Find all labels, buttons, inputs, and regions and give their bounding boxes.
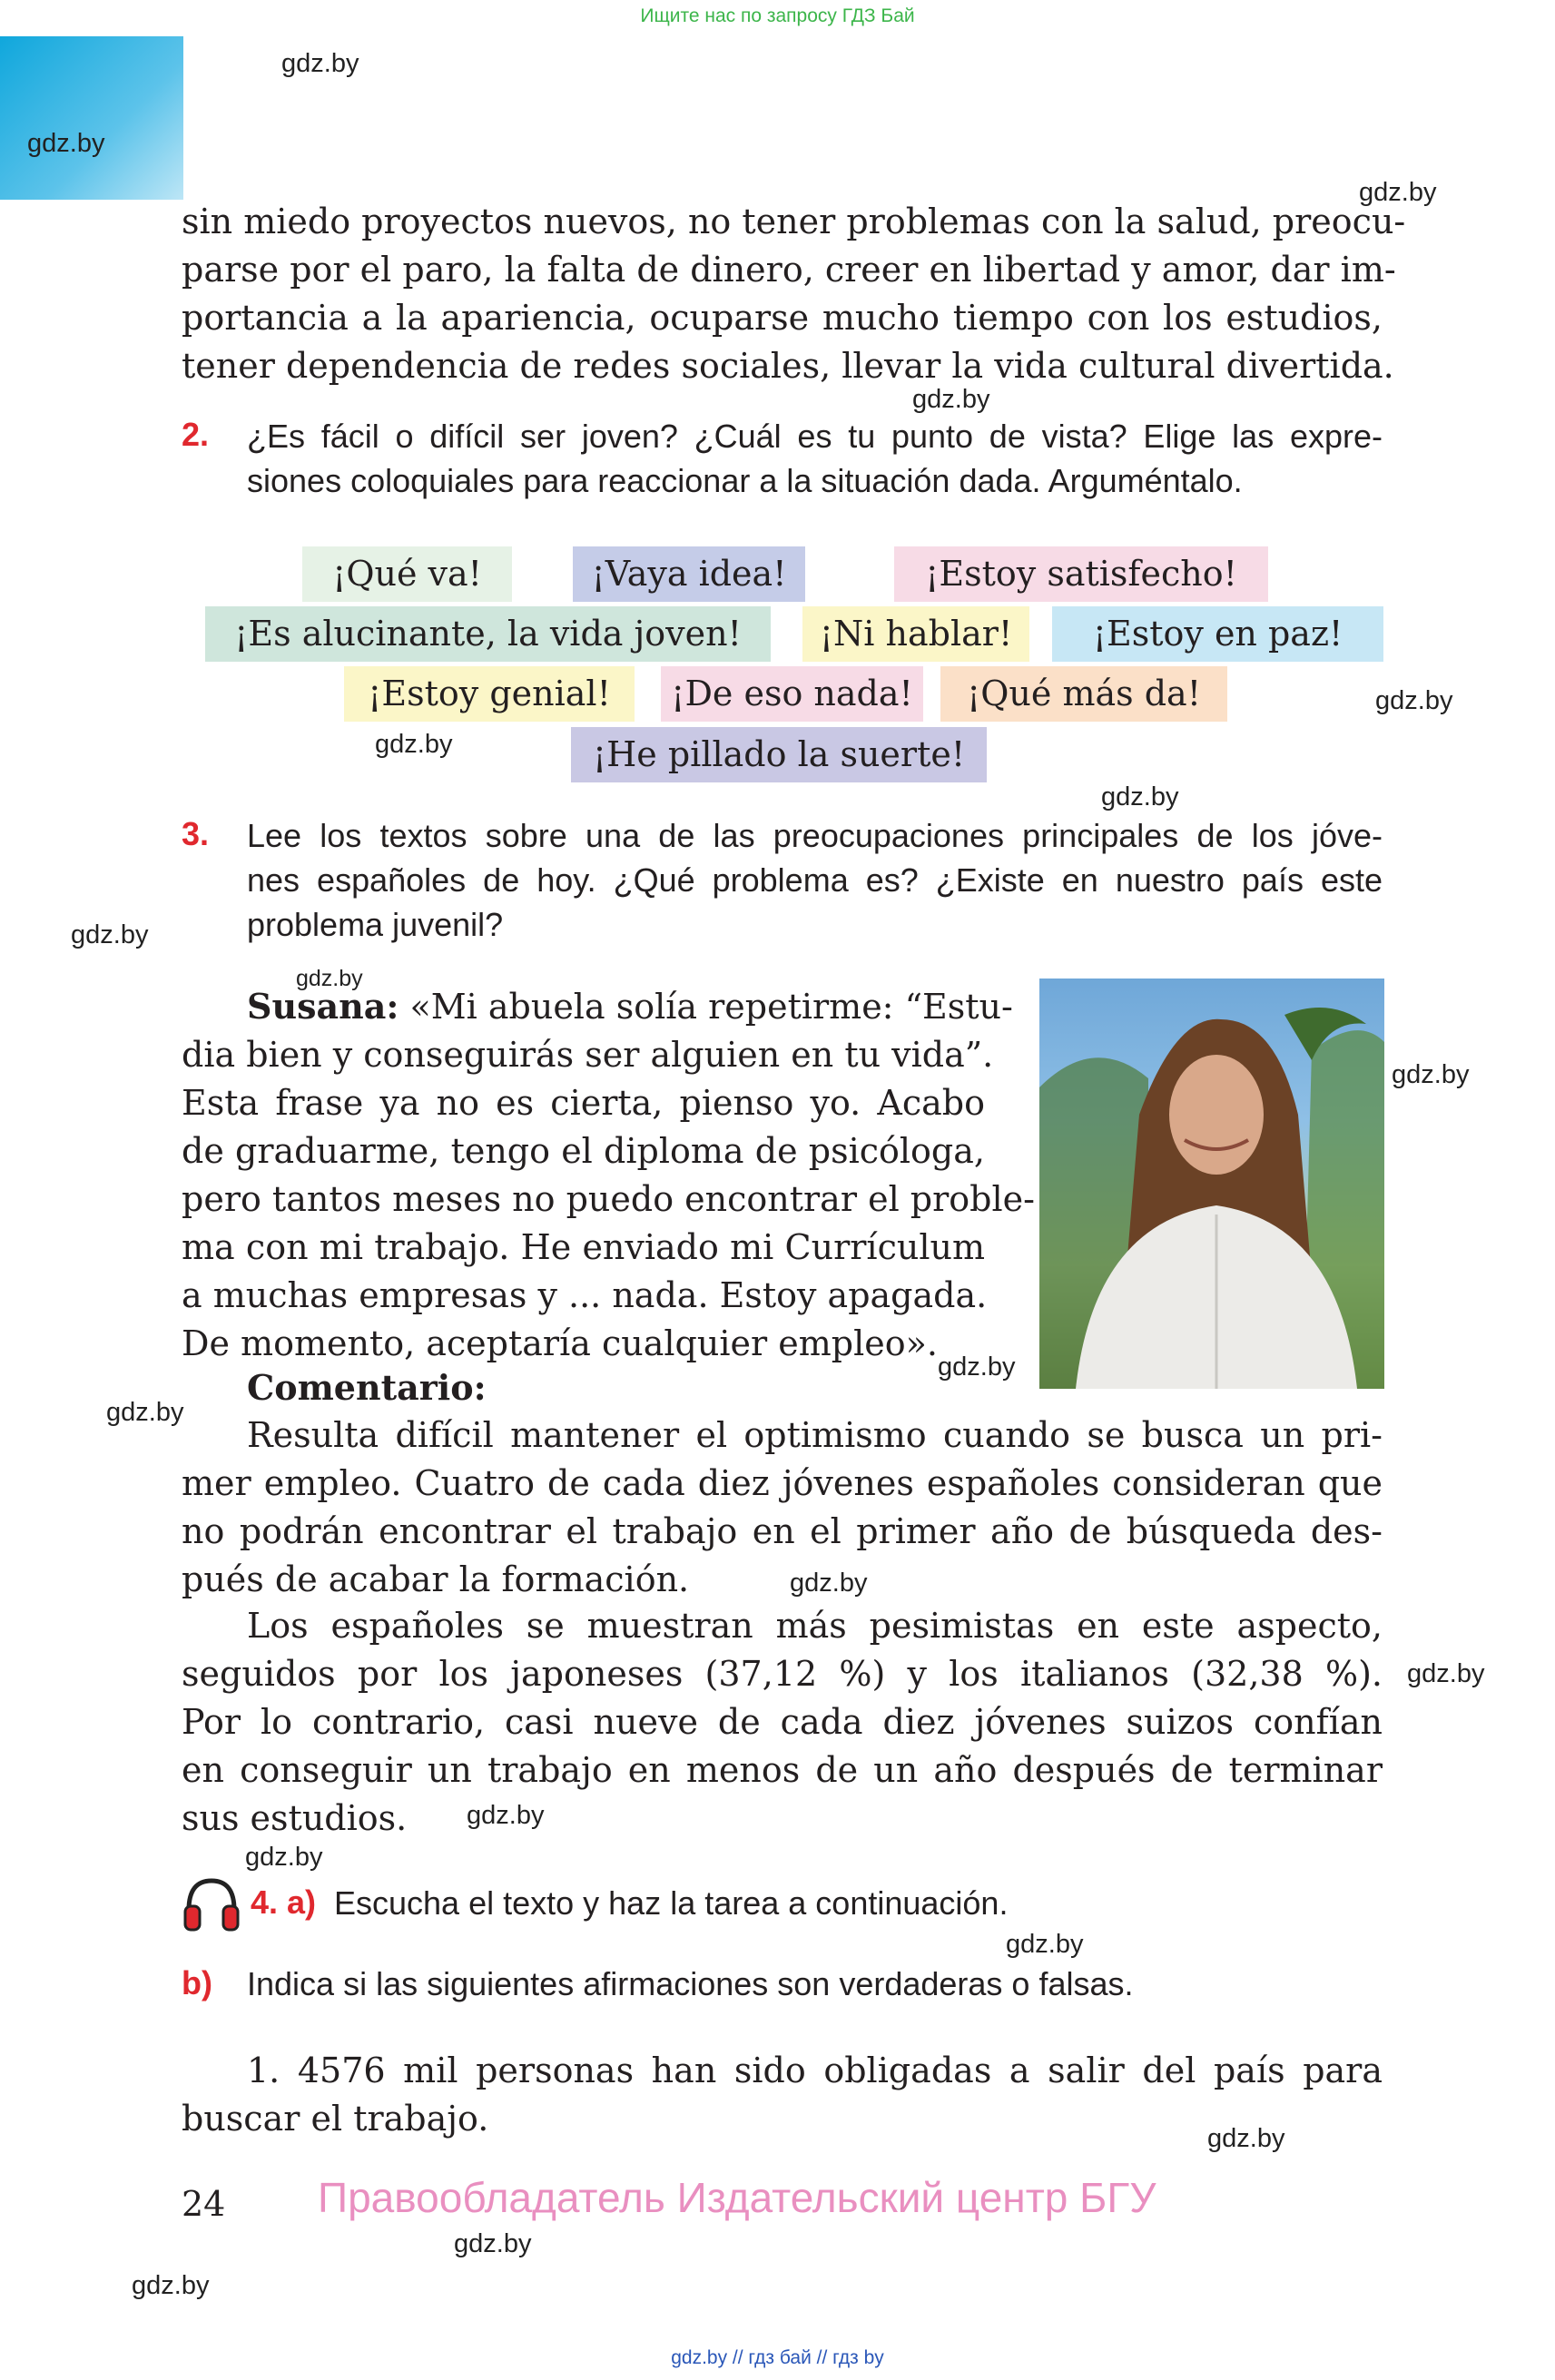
task2-number: 2. [182,416,210,453]
watermark: gdz.by [1006,1930,1084,1959]
watermark: gdz.by [1375,686,1453,715]
text-line: sus estudios. [182,1798,408,1838]
comentario-paragraph-2 [182,1602,1383,1843]
watermark: gdz.by [467,1801,545,1830]
text-line: no podrán encontrar el trabajo en el primer año de búsqueda des- [182,1511,1383,1551]
task4b-text: Indica si las siguientes afirmaciones son verdaderas o falsas. [247,1965,1134,2002]
text-line: Los españoles se muestran más pesimistas en este aspecto, [247,1606,1383,1646]
watermark: gdz.by [1407,1659,1485,1688]
text-line: de graduarme, tengo el diploma de psicóloga, [182,1131,985,1171]
watermark: gdz.by [1207,2124,1285,2153]
task4a-text: Escucha el texto y haz la tarea a continuación. [334,1884,1009,1922]
text-line: en conseguir un trabajo en menos de un año después de terminar [182,1750,1383,1790]
text-line: portancia a la apariencia, ocuparse mucho tiempo con los estudios, [182,298,1383,338]
watermark: gdz.by [106,1398,184,1427]
text-line: De momento, aceptaría cualquier empleo». [182,1323,938,1363]
text-line: nes españoles de hoy. ¿Qué problema es? ¿Existe en nuestro país este [247,861,1383,899]
quote-start: «Mi abuela solía repetirme: “Estu- [409,987,1013,1027]
intro-paragraph [182,198,1406,390]
page-number: 24 [182,2184,226,2224]
watermark: gdz.by [375,730,453,759]
statement-1 [182,2047,1383,2143]
watermark: gdz.by [454,2229,532,2258]
expression-chip: ¡Vaya idea! [573,546,805,602]
text-line: problema juvenil? [247,906,504,943]
text-line: Por lo contrario, casi nueve de cada diez jóvenes suizos confían [182,1702,1383,1742]
text-line: seguidos por los japoneses (37,12 %) y los italianos (32,38 %). [182,1654,1383,1694]
expression-chip: ¡De eso nada! [661,666,923,722]
text-line: mer empleo. Cuatro de cada diez jóvenes españoles consideran que [182,1463,1383,1503]
headphones-icon [182,1874,241,1933]
corner-tab [0,36,183,200]
text-line: Resulta difícil mantener el optimismo cuando se busca un pri- [247,1415,1383,1455]
text-line: ma con mi trabajo. He enviado mi Currículum [182,1227,985,1267]
expression-chip: ¡Estoy satisfecho! [894,546,1268,602]
portrait-illustration [1039,979,1384,1389]
text-line: pero tantos meses no puedo encontrar el proble- [182,1179,1035,1219]
task4-number: 4. a) [251,1883,317,1921]
text-line: parse por el paro, la falta de dinero, creer en libertad y amor, dar im- [182,250,1396,290]
text-line: Esta frase ya no es cierta, pienso yo. Acabo [182,1083,985,1123]
watermark: gdz.by [1359,178,1437,207]
expression-chip: ¡Es alucinante, la vida joven! [205,606,771,662]
watermark: gdz.by [1392,1060,1470,1089]
expression-chip: ¡Estoy en paz! [1052,606,1383,662]
bottom-links[interactable]: gdz.by // гдз бай // гдз by [671,2347,884,2368]
watermark: gdz.by [296,966,363,991]
expression-chip: ¡Estoy genial! [344,666,635,722]
susana-photo [1039,979,1384,1389]
watermark: gdz.by [27,129,105,158]
watermark: gdz.by [281,49,359,78]
expression-chip: ¡Qué más da! [940,666,1227,722]
comentario-paragraph-1 [182,1411,1383,1604]
expression-chip: ¡He pillado la suerte! [571,727,987,782]
text-line: 1. 4576 mil personas han sido obligadas a salir del país para [247,2051,1383,2090]
comentario-heading [247,1363,487,1411]
expression-chip: ¡Qué va! [302,546,512,602]
text-line: tener dependencia de redes sociales, llevar la vida cultural divertida. [182,346,1394,386]
text-line: ¿Es fácil o difícil ser joven? ¿Cuál es tu punto de vista? Elige las expre- [247,418,1383,455]
watermark: gdz.by [938,1352,1016,1382]
speaker-name: Susana: [247,986,399,1027]
text-line: Lee los textos sobre una de las preocupaciones principales de los jóve- [247,817,1383,854]
text-line [182,982,1013,1031]
task3-number: 3. [182,815,210,852]
task2-instructions [247,414,1383,503]
text-line: buscar el trabajo. [182,2099,489,2139]
top-banner[interactable]: Ищите нас по запросу ГДЗ Бай [640,5,915,26]
task3-instructions [247,813,1383,947]
watermark: gdz.by [912,385,990,414]
text-line: sin miedo proyectos nuevos, no tener problemas con la salud, preocu- [182,202,1406,241]
text-line: siones coloquiales para reaccionar a la situación dada. Arguméntalo. [247,462,1243,499]
task4b-label: b) [182,1964,212,2001]
watermark: gdz.by [132,2271,210,2300]
watermark: gdz.by [790,1569,868,1598]
heading-text: Comentario: [247,1367,487,1408]
watermark: gdz.by [245,1843,323,1872]
watermark: gdz.by [71,920,149,949]
copyright-notice: Правообладатель Издательский центр БГУ [318,2174,1156,2221]
expression-chip: ¡Ni hablar! [802,606,1029,662]
text-line: dia bien y conseguirás ser alguien en tu vida”. [182,1035,994,1075]
text-line: a muchas empresas y ... nada. Estoy apagada. [182,1275,988,1315]
watermark: gdz.by [1101,782,1179,811]
text-line: pués de acabar la formación. [182,1559,690,1599]
